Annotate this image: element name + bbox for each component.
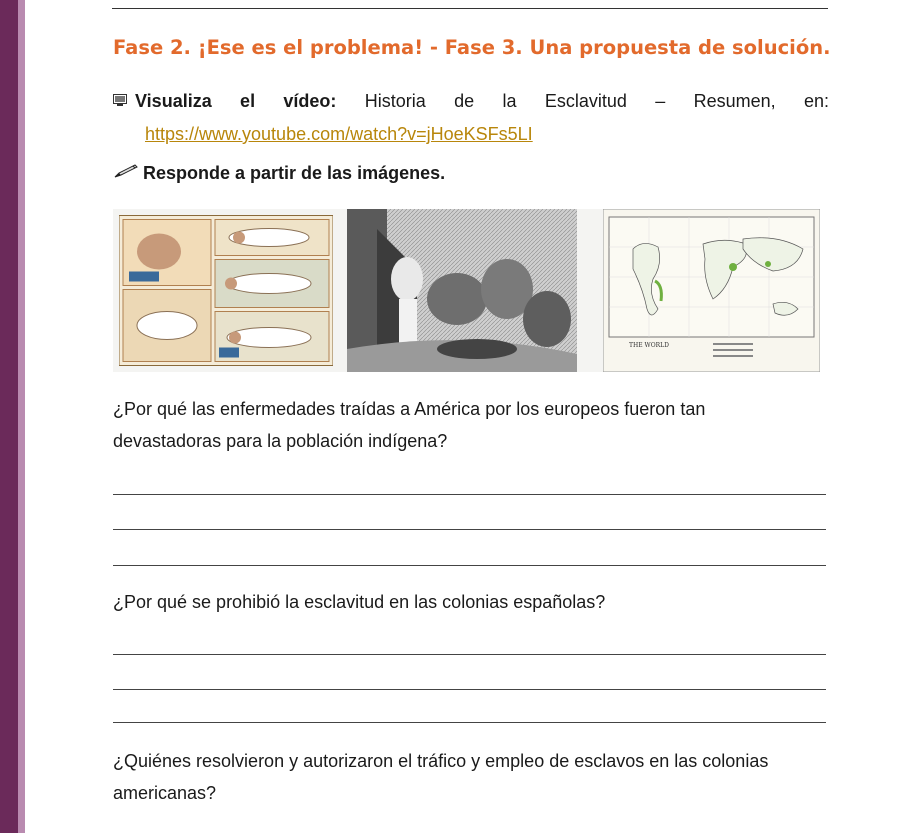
question-3-line-2: americanas? xyxy=(113,783,217,803)
question-1-line-1: ¿Por qué las enfermedades traídas a América por los europeos fueron tan xyxy=(113,399,706,419)
video-link[interactable]: https://www.youtube.com/watch?v=jHoeKSFs5LI xyxy=(145,124,533,144)
respond-instruction xyxy=(113,163,445,184)
video-instruction xyxy=(113,91,829,112)
world-map-image xyxy=(603,209,820,372)
answer-line[interactable] xyxy=(113,654,826,655)
video-title: Historia de la Esclavitud – Resumen, en: xyxy=(364,91,829,111)
top-rule xyxy=(112,8,828,9)
question-3-line-1: ¿Quiénes resolvieron y autorizaron el tráfico y empleo de esclavos en las colonias xyxy=(113,751,769,771)
video-instruction-text xyxy=(135,91,829,112)
question-3 xyxy=(113,745,833,809)
answer-line[interactable] xyxy=(113,494,826,495)
monitor-icon xyxy=(113,91,135,112)
margin-bar xyxy=(0,0,18,833)
answer-line[interactable] xyxy=(113,689,826,690)
page-title: Fase 2. ¡Ese es el problema! - Fase 3. Una propuesta de solución. xyxy=(113,36,831,59)
answer-line[interactable] xyxy=(113,529,826,530)
pencil-icon xyxy=(113,163,143,184)
engraving-image xyxy=(347,209,577,372)
respond-text: Responde a partir de las imágenes. xyxy=(143,163,446,183)
question-2-line-1: ¿Por qué se prohibió la esclavitud en las colonias españolas? xyxy=(113,592,606,612)
codex-disease-image xyxy=(119,209,333,372)
answer-line[interactable] xyxy=(113,565,826,566)
answer-line[interactable] xyxy=(113,722,826,723)
question-2 xyxy=(113,586,833,618)
image-strip xyxy=(113,209,820,372)
question-1-line-2: devastadoras para la población indígena? xyxy=(113,431,448,451)
question-1 xyxy=(113,393,833,457)
map-caption: THE WORLD xyxy=(629,342,669,349)
margin-bar-light xyxy=(18,0,25,833)
video-label: Visualiza el vídeo: xyxy=(135,91,337,111)
